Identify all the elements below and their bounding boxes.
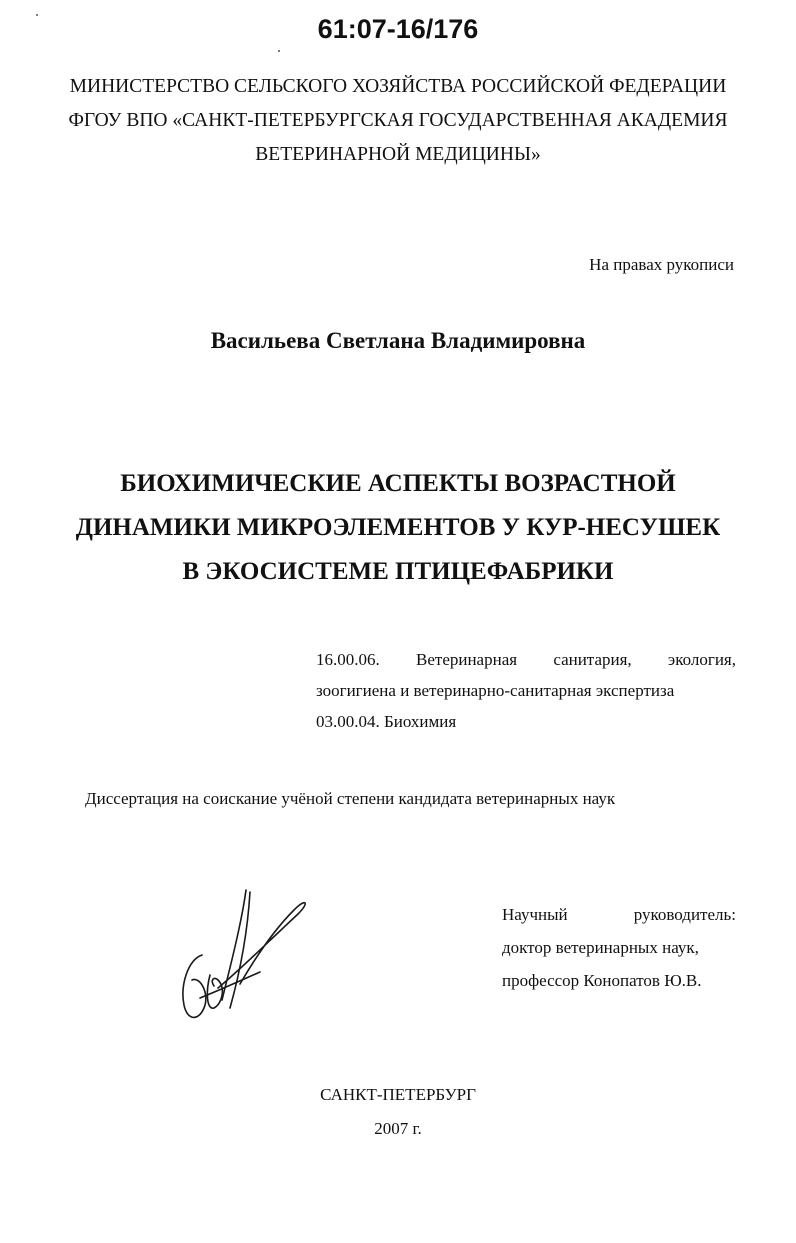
specialty-row-1 <box>316 644 736 675</box>
supervisor-word: Научный <box>502 905 568 924</box>
manuscript-rights: На правах рукописи <box>589 255 734 274</box>
supervisor-word: руководитель: <box>633 905 736 924</box>
year: 2007 г. <box>374 1119 422 1138</box>
degree-statement: Диссертация на соискание учёной степени кандидата ветеринарных наук <box>85 789 616 808</box>
supervisor-row-1 <box>502 898 736 931</box>
specialty-code-1: 16.00.06. <box>316 650 380 669</box>
academy-line-cont: ВЕТЕРИНАРНОЙ МЕДИЦИНЫ» <box>255 144 541 165</box>
footer-place-year <box>0 1078 796 1146</box>
institution-header <box>0 70 796 172</box>
supervisor-name: профессор Конопатов Ю.В. <box>502 971 702 990</box>
specialty-word: экология, <box>667 650 736 669</box>
specialty-block <box>316 644 736 737</box>
title-line-2: ДИНАМИКИ МИКРОЭЛЕМЕНТОВ У КУР-НЕСУШЕК <box>75 514 721 541</box>
supervisor-degree: доктор ветеринарных наук, <box>502 938 699 957</box>
handwritten-signature <box>170 880 320 1030</box>
dissertation-title <box>0 462 796 594</box>
title-line-3: В ЭКОСИСТЕМЕ ПТИЦЕФАБРИКИ <box>182 558 614 585</box>
catalog-stamp <box>0 14 796 45</box>
supervisor-block <box>502 898 736 997</box>
specialty-word: санитария, <box>553 650 632 669</box>
scan-speck <box>278 50 280 52</box>
title-line-1: БИОХИМИЧЕСКИЕ АСПЕКТЫ ВОЗРАСТНОЙ <box>120 470 676 497</box>
specialty-word: Ветеринарная <box>416 650 518 669</box>
city-name: САНКТ-ПЕТЕРБУРГ <box>320 1085 476 1104</box>
specialty-row-3: 03.00.04. Биохимия <box>316 712 457 731</box>
academy-line: ФГОУ ВПО «САНКТ-ПЕТЕРБУРГСКАЯ ГОСУДАРСТВЕННАЯ АКАДЕМИЯ <box>68 110 728 131</box>
author-name: Васильева Светлана Владимировна <box>210 328 586 353</box>
catalog-code: 61:07-16/176 <box>317 14 479 44</box>
specialty-row-2: зоогигиена и ветеринарно-санитарная экспертиза <box>316 681 675 700</box>
ministry-line: МИНИСТЕРСТВО СЕЛЬСКОГО ХОЗЯЙСТВА РОССИЙСКОЙ ФЕДЕРАЦИИ <box>69 76 727 97</box>
